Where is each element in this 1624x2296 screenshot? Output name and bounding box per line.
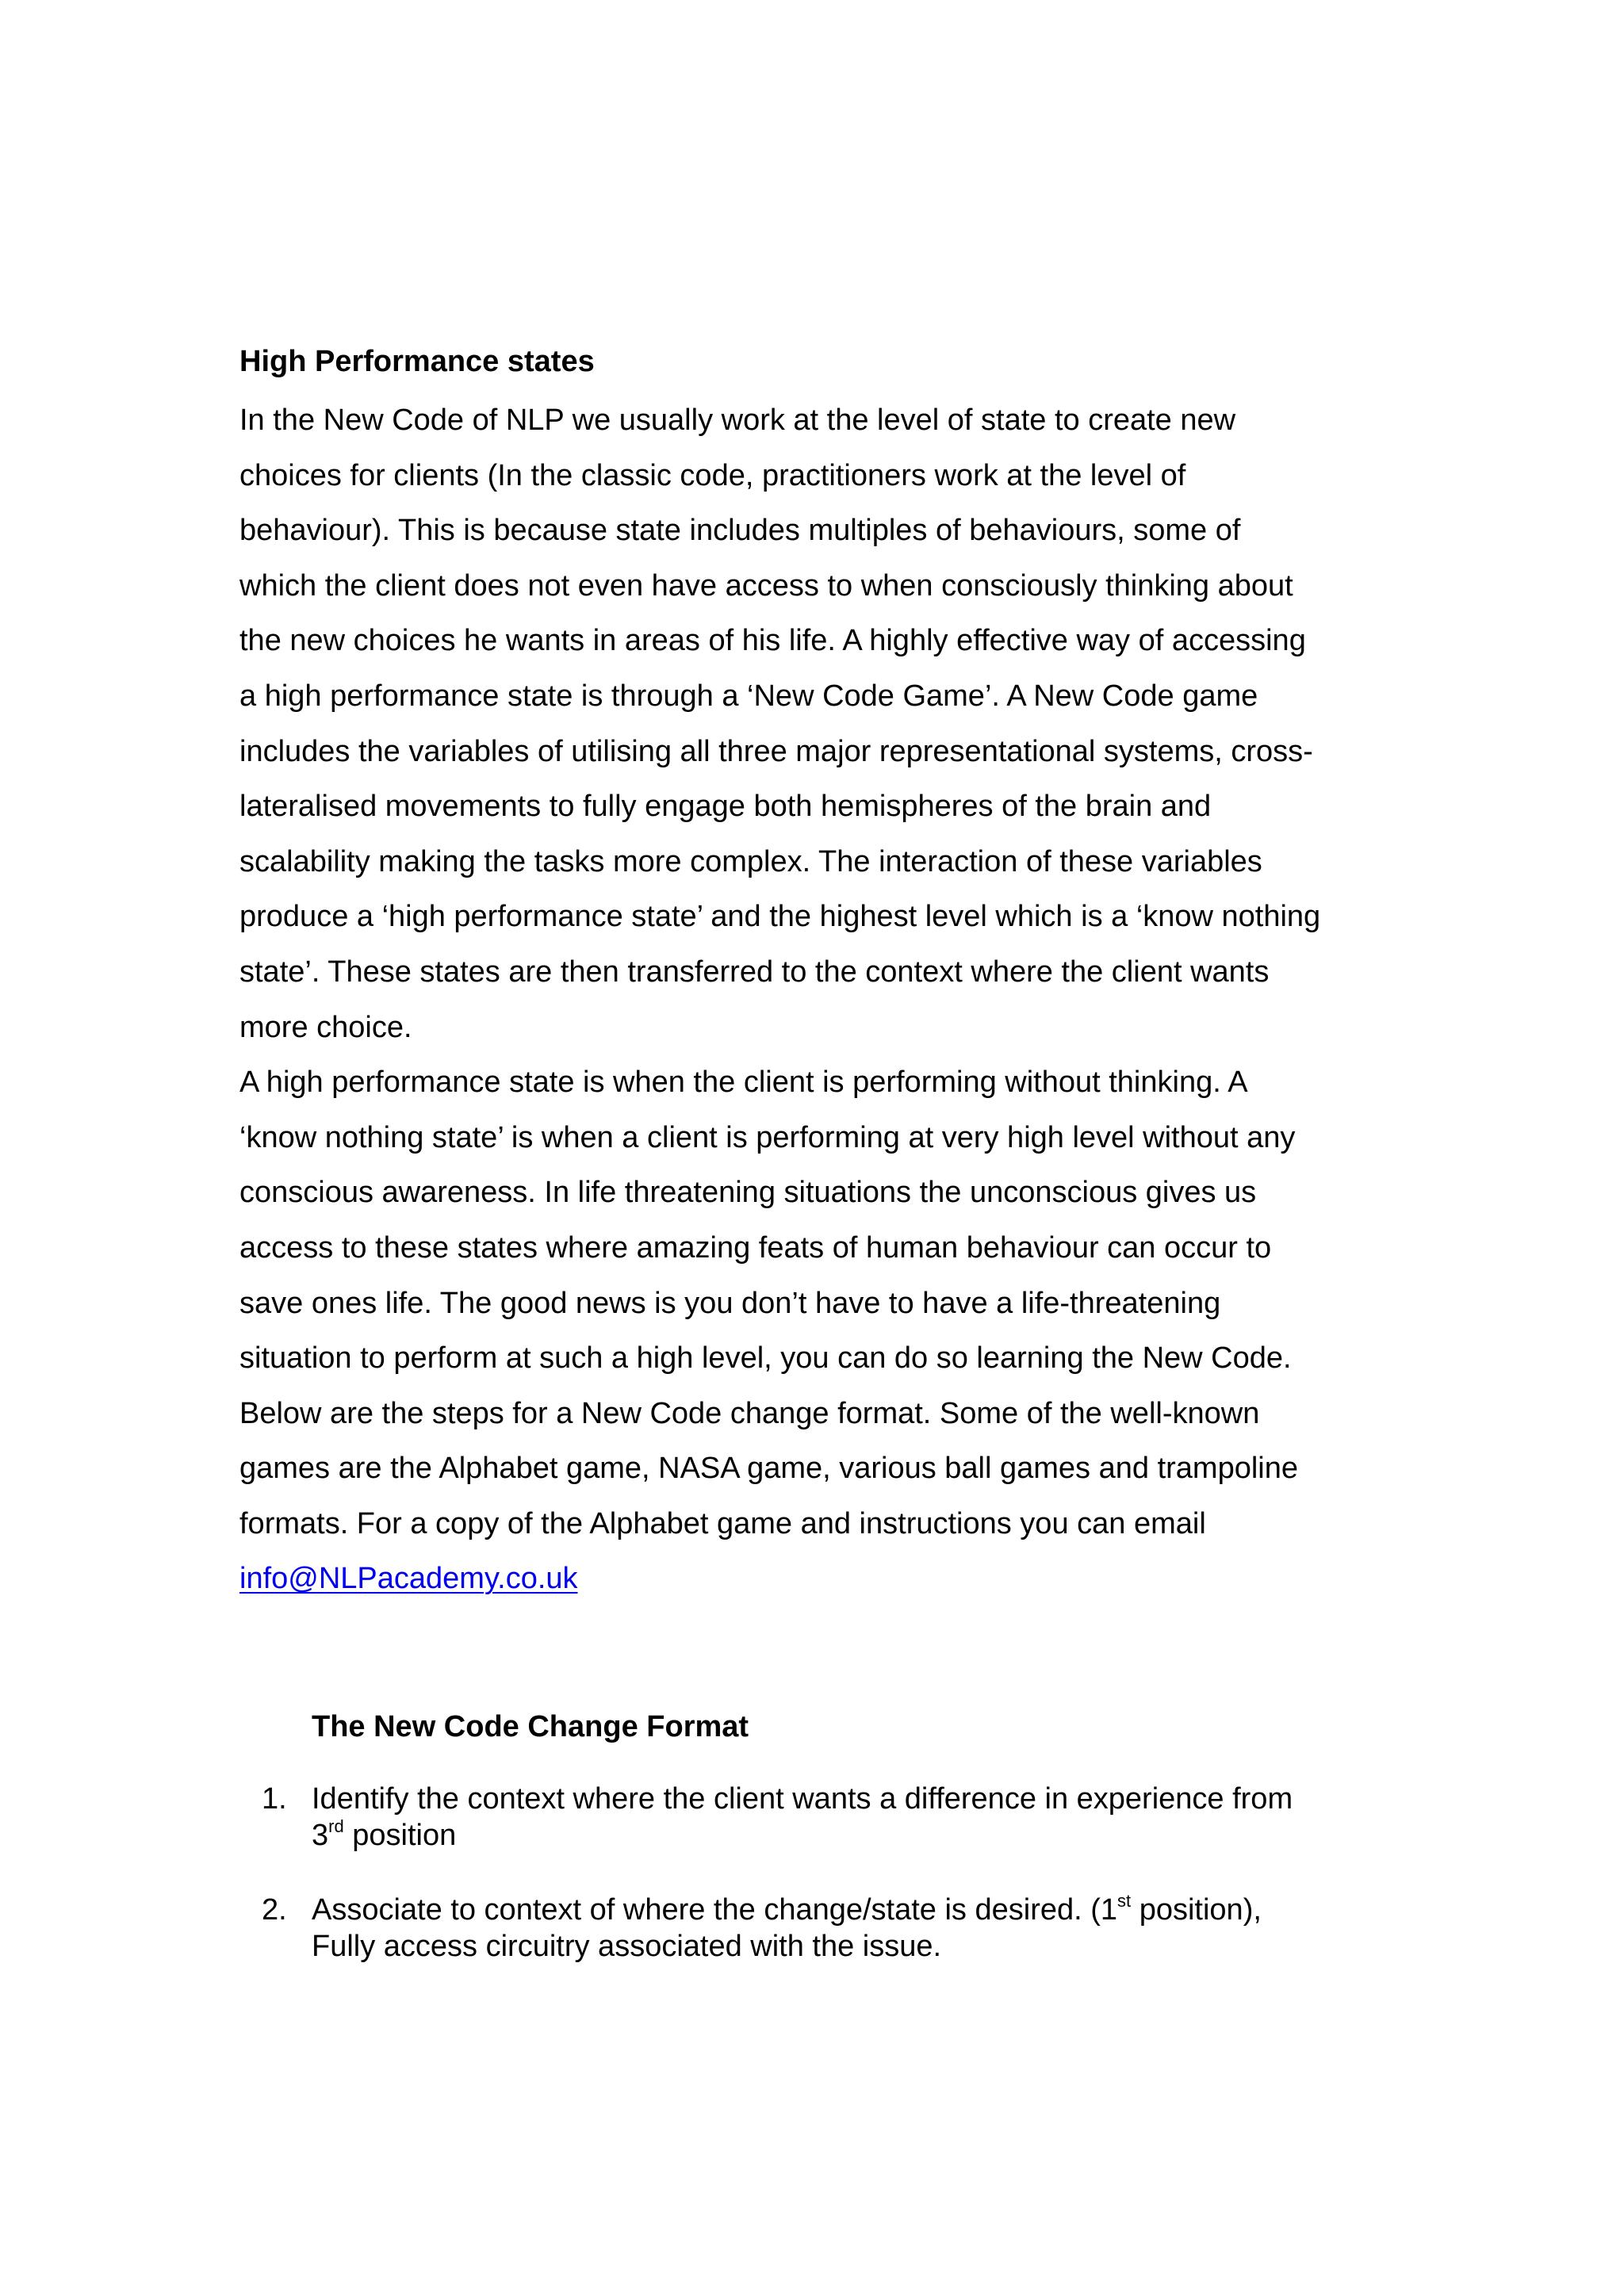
body-line: save ones life. The good news is you don’t have to have a life-threatening	[239, 1286, 1221, 1320]
body-line: situation to perform at such a high level, you can do so learning the New Code.	[239, 1341, 1292, 1376]
ordinal-number: 3	[312, 1819, 329, 1852]
step-number: 2.	[262, 1893, 287, 1927]
body-line: the new choices he wants in areas of his life. A highly effective way of accessing	[239, 624, 1306, 658]
ordinal-suffix: st	[1117, 1891, 1132, 1911]
format-heading: The New Code Change Format	[312, 1710, 749, 1743]
body-line: games are the Alphabet game, NASA game, various ball games and trampoline	[239, 1452, 1298, 1486]
step-text	[312, 1781, 1293, 1854]
step-line: Fully access circuitry associated with the issue.	[312, 1930, 942, 1963]
step-line: Identify the context where the client wants a difference in experience from	[312, 1782, 1293, 1816]
body-line: which the client does not even have access to when consciously thinking about	[239, 568, 1293, 603]
step-text	[312, 1892, 1262, 1965]
email-line	[239, 1552, 1429, 1607]
body-line: state’. These states are then transferred to the context where the client wants	[239, 955, 1270, 989]
body-line: behaviour). This is because state includes multiples of behaviours, some of	[239, 514, 1241, 548]
body-line: formats. For a copy of the Alphabet game and instructions you can email	[239, 1506, 1206, 1540]
body-line: access to these states where amazing feats of human behaviour can occur to	[239, 1230, 1272, 1265]
body-line: produce a ‘high performance state’ and the highest level which is a ‘know nothing	[239, 900, 1321, 934]
body-line: Below are the steps for a New Code change format. Some of the well-known	[239, 1396, 1260, 1430]
step-line-rest: position),	[1131, 1893, 1262, 1927]
step-line	[312, 1817, 1293, 1854]
body-line: A high performance state is when the client is performing without thinking. A	[239, 1066, 1248, 1100]
body-line: choices for clients (In the classic code, practitioners work at the level of	[239, 458, 1186, 492]
section-body	[239, 393, 1429, 1607]
step-number: 1.	[262, 1782, 287, 1816]
email-link[interactable]: info@NLPacademy.co.uk	[239, 1562, 578, 1596]
step-line-start: Associate to context of where the change/state is desired. (1	[312, 1893, 1118, 1927]
body-line: more choice.	[239, 1010, 412, 1044]
ordinal-suffix: rd	[328, 1816, 344, 1836]
step-line-rest: position	[343, 1819, 457, 1852]
body-line: ‘know nothing state’ is when a client is performing at very high level without any	[239, 1120, 1296, 1154]
section-heading: High Performance states	[239, 345, 595, 378]
step-line	[312, 1892, 1262, 1928]
body-line: scalability making the tasks more complex. The interaction of these variables	[239, 844, 1262, 878]
body-line: lateralised movements to fully engage both hemispheres of the brain and	[239, 790, 1212, 824]
body-line: conscious awareness. In life threatening situations the unconscious gives us	[239, 1176, 1257, 1210]
body-line: a high performance state is through a ‘New Code Game’. A New Code game	[239, 679, 1258, 713]
body-line: In the New Code of NLP we usually work at the level of state to create new	[239, 404, 1236, 437]
body-line: includes the variables of utilising all three major representational systems, cross-	[239, 734, 1313, 768]
